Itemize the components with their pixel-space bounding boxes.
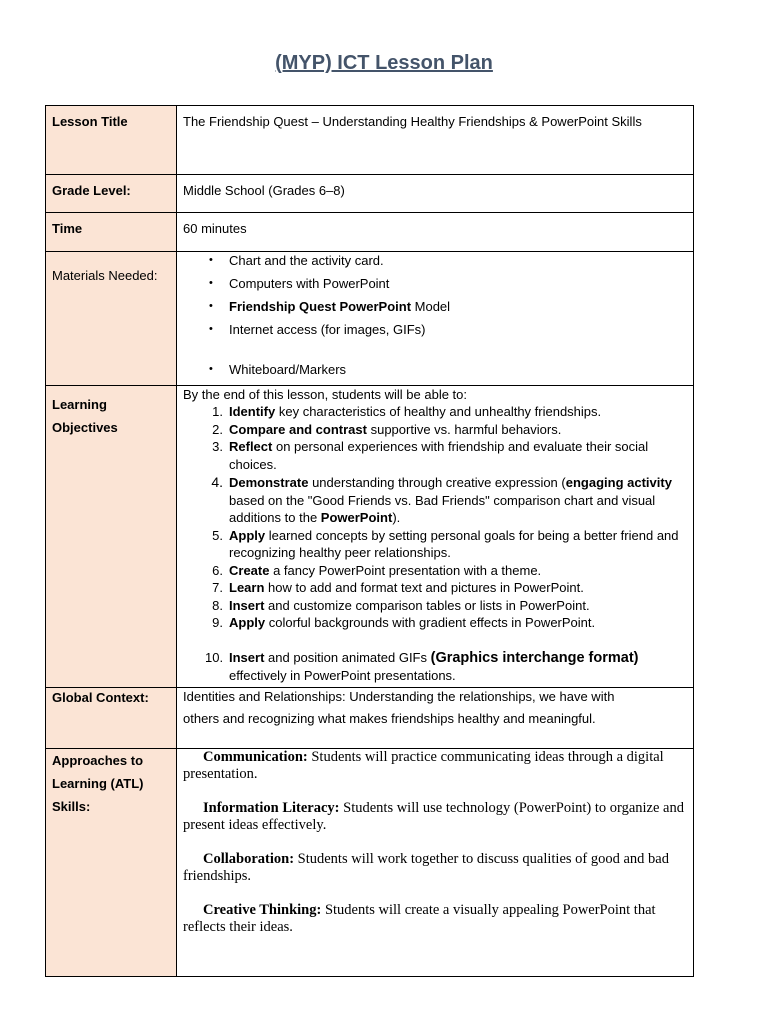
global-context-value bbox=[177, 688, 694, 749]
item-number: 4. bbox=[211, 474, 223, 490]
objectives-label-line1: Learning bbox=[52, 397, 107, 412]
item-number: 7. bbox=[212, 580, 223, 595]
item-bold: Identify bbox=[229, 404, 276, 419]
item-bold: Apply bbox=[229, 527, 266, 543]
list-item bbox=[183, 438, 687, 473]
atl-item bbox=[183, 749, 687, 783]
atl-item bbox=[183, 800, 687, 834]
item-number: 5. bbox=[212, 527, 223, 543]
lesson-title-value: The Friendship Quest – Understanding Healthy Friendships & PowerPoint Skills bbox=[177, 106, 694, 175]
list-item bbox=[183, 649, 687, 685]
item-bold: Apply bbox=[229, 615, 266, 630]
atl-item-text: Students will create a visually appealing PowerPoint that reflects their ideas. bbox=[183, 902, 656, 935]
item-number: 8. bbox=[212, 597, 223, 613]
materials-label: Materials Needed: bbox=[46, 252, 177, 386]
list-item bbox=[183, 597, 687, 615]
time-value: 60 minutes bbox=[177, 213, 694, 252]
item-bold: Compare and contrast bbox=[229, 421, 367, 437]
row-materials bbox=[46, 252, 694, 386]
item-text: learned concepts by setting personal goals for being a better friend and recognizing healthy peer relationships. bbox=[229, 527, 679, 560]
objectives-value bbox=[177, 386, 694, 688]
item-bold: Insert bbox=[229, 649, 265, 665]
item-number: 6. bbox=[212, 562, 223, 578]
item-number: 10. bbox=[205, 649, 224, 665]
atl-item-heading: Information Literacy: bbox=[203, 800, 340, 816]
atl-label-line3: Skills: bbox=[52, 799, 91, 814]
atl-item-heading: Collaboration: bbox=[203, 851, 295, 867]
atl-label-line1: Approaches to bbox=[52, 753, 144, 768]
list-item: • Computers with PowerPoint bbox=[183, 275, 687, 292]
atl-item-text: Students will practice communicating ideas through a digital presentation. bbox=[183, 749, 664, 782]
global-context-line2: others and recognizing what makes friendships healthy and meaningful. bbox=[183, 711, 596, 726]
list-item-text: Model bbox=[411, 299, 451, 314]
grade-level-value: Middle School (Grades 6–8) bbox=[177, 175, 694, 213]
item-bold: (Graphics interchange format) bbox=[430, 649, 639, 666]
list-item bbox=[183, 579, 687, 597]
row-grade-level bbox=[46, 175, 694, 213]
item-text: and customize comparison tables or lists in PowerPoint. bbox=[264, 597, 590, 613]
item-text: and position animated GIFs bbox=[264, 649, 431, 665]
objectives-label bbox=[46, 386, 177, 688]
grade-level-label: Grade Level: bbox=[46, 175, 177, 213]
row-atl bbox=[46, 749, 694, 977]
item-text: understanding through creative expression ( bbox=[308, 475, 566, 490]
row-lesson-title bbox=[46, 106, 694, 175]
item-number: 2. bbox=[212, 421, 223, 437]
list-item bbox=[183, 614, 687, 632]
item-bold: Create bbox=[229, 562, 270, 578]
atl-item bbox=[183, 851, 687, 885]
objectives-list bbox=[183, 403, 687, 685]
item-number: 9. bbox=[212, 615, 223, 630]
item-number: 3. bbox=[212, 439, 223, 454]
lesson-title-label: Lesson Title bbox=[46, 106, 177, 175]
item-text: based on the "Good Friends vs. Bad Friends" comparison chart and visual additions to the bbox=[229, 492, 656, 525]
item-bold: engaging activity bbox=[565, 475, 672, 490]
item-bold: Insert bbox=[229, 597, 265, 613]
item-text: a fancy PowerPoint presentation with a theme. bbox=[269, 562, 542, 578]
atl-item-heading: Creative Thinking: bbox=[203, 902, 322, 918]
atl-value bbox=[177, 749, 694, 977]
item-text: key characteristics of healthy and unhealthy friendships. bbox=[275, 404, 602, 419]
time-label: Time bbox=[46, 213, 177, 252]
list-item bbox=[183, 403, 687, 421]
global-context-line1: Identities and Relationships: Understanding the relationships, we have with bbox=[183, 689, 615, 704]
materials-list bbox=[183, 252, 687, 378]
item-bold: Learn bbox=[229, 580, 265, 595]
atl-label bbox=[46, 749, 177, 977]
page-title: (MYP) ICT Lesson Plan bbox=[275, 52, 493, 74]
item-text: on personal experiences with friendship and evaluate their social choices. bbox=[229, 439, 649, 472]
objectives-label-line2: Objectives bbox=[52, 420, 118, 435]
item-text: effectively in PowerPoint presentations. bbox=[229, 668, 456, 683]
list-item bbox=[183, 474, 687, 527]
global-context-label: Global Context: bbox=[46, 688, 177, 749]
row-objectives bbox=[46, 386, 694, 688]
lesson-plan-table bbox=[45, 105, 694, 977]
list-item bbox=[183, 527, 687, 562]
atl-item bbox=[183, 902, 687, 936]
item-text: ). bbox=[392, 510, 401, 525]
item-text: colorful backgrounds with gradient effects in PowerPoint. bbox=[265, 615, 596, 630]
row-global-context bbox=[46, 688, 694, 749]
atl-item-heading: Communication: bbox=[203, 749, 308, 765]
list-item: • Whiteboard/Markers bbox=[183, 361, 687, 378]
list-item bbox=[183, 298, 687, 315]
item-bold: Demonstrate bbox=[229, 475, 309, 490]
item-bold: Reflect bbox=[229, 439, 273, 454]
atl-item-text: Students will work together to discuss qualities of good and bad friendships. bbox=[183, 851, 669, 884]
item-number: 1. bbox=[212, 404, 223, 419]
materials-value bbox=[177, 252, 694, 386]
atl-item-text: Students will use technology (PowerPoint) to organize and present ideas effectively. bbox=[183, 800, 684, 833]
item-text: supportive vs. harmful behaviors. bbox=[366, 421, 562, 437]
list-item: • Chart and the activity card. bbox=[183, 252, 687, 269]
item-bold: PowerPoint bbox=[320, 510, 393, 525]
list-item-bold: Friendship Quest PowerPoint bbox=[229, 299, 412, 314]
list-item: • Internet access (for images, GIFs) bbox=[183, 321, 687, 338]
list-item bbox=[183, 421, 687, 439]
objectives-intro: By the end of this lesson, students will be able to: bbox=[183, 387, 468, 402]
row-time bbox=[46, 213, 694, 252]
list-item bbox=[183, 562, 687, 580]
item-text: how to add and format text and pictures in PowerPoint. bbox=[264, 580, 584, 595]
atl-label-line2: Learning (ATL) bbox=[52, 776, 144, 791]
